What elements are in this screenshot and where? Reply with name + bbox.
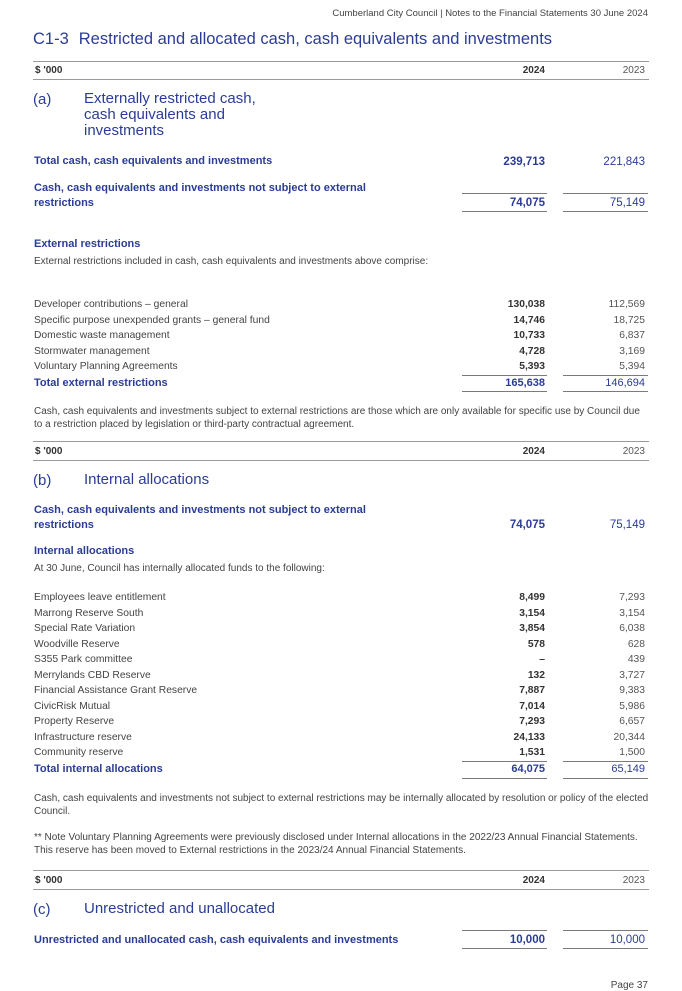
ext-row-2023: 112,569 — [608, 299, 645, 310]
not-subject-label-b-line-2: restrictions — [34, 519, 94, 531]
int-row — [34, 623, 649, 639]
header-rule-b-bottom — [33, 460, 649, 461]
int-row-2024: 578 — [527, 638, 545, 650]
year-2024-label: 2024 — [522, 875, 545, 886]
int-row — [34, 670, 649, 686]
ext-row-2024: 130,038 — [507, 299, 545, 310]
int-row-label: Woodville Reserve — [34, 638, 120, 650]
column-header-c — [33, 875, 649, 889]
header-rule-a — [33, 61, 649, 62]
section-b-title: Internal allocations — [84, 471, 210, 488]
int-row — [34, 747, 649, 763]
note-number: C1-3 — [33, 30, 69, 48]
int-row-2023: 5,986 — [619, 700, 645, 712]
int-row-label: Employees leave entitlement — [34, 592, 166, 603]
section-b-letter: (b) — [33, 472, 52, 489]
rule-int-total-bottom-2 — [563, 778, 648, 779]
int-row-label: CivicRisk Mutual — [34, 700, 111, 712]
int-row-2024: – — [539, 654, 545, 665]
ext-row-2023: 3,169 — [619, 345, 645, 357]
int-row-2023: 439 — [627, 654, 645, 665]
total-internal-allocations-label: Total internal allocations — [34, 762, 163, 775]
external-restrictions-description: External restrictions included in cash, cash equivalents and investments above comprise: — [34, 256, 429, 267]
total-external-restrictions-row — [34, 377, 649, 393]
unit-label: $ '000 — [35, 65, 63, 76]
int-row-2023: 9,383 — [619, 685, 645, 696]
rule-a3 — [462, 211, 547, 212]
total-cash-2024: 239,713 — [503, 156, 545, 168]
int-row-2023: 1,500 — [619, 747, 645, 758]
int-row-2023: 6,038 — [619, 623, 645, 634]
ext-row — [34, 299, 649, 315]
vpa-footnote: ** Note Voluntary Planning Agreements were previously disclosed under Internal allocations in the 2022/23 Annual Financial Statements. This reserve has been moved to External restrictions in the 2023/24 Annual Financial Statements. — [34, 832, 638, 856]
total-external-restrictions-2024: 165,638 — [505, 376, 545, 389]
ext-row-2024: 10,733 — [513, 330, 545, 341]
not-subject-a-2023: 75,149 — [609, 197, 645, 209]
not-subject-label-a-line-2: restrictions — [34, 197, 94, 209]
unrestricted-2024: 10,000 — [509, 934, 545, 946]
ext-row — [34, 346, 649, 362]
not-subject-label-a-line-1: Cash, cash equivalents and investments not subject to external — [34, 182, 366, 194]
ext-row — [34, 315, 649, 331]
int-row-2023: 3,154 — [619, 607, 645, 619]
int-row — [34, 716, 649, 732]
int-row — [34, 608, 649, 624]
section-b-heading — [33, 472, 333, 490]
int-row-label: S355 Park committee — [34, 654, 133, 665]
int-row-2023: 3,727 — [619, 669, 645, 681]
internal-allocations-description: At 30 June, Council has internally allocated funds to the following: — [34, 563, 325, 574]
internal-allocations-note: Cash, cash equivalents and investments not subject to external restrictions may be internally allocated by resolution or policy of the elected Council. — [34, 793, 649, 817]
total-internal-allocations-2024: 64,075 — [511, 762, 545, 775]
not-subject-label-b — [34, 503, 366, 533]
unit-label: $ '000 — [35, 446, 63, 457]
int-row-2024: 1,531 — [519, 747, 545, 758]
int-row-label: Marrong Reserve South — [34, 607, 144, 619]
total-cash-2023: 221,843 — [603, 156, 645, 168]
column-header-b — [33, 446, 649, 460]
document-header-note: Cumberland City Council | Notes to the Financial Statements 30 June 2024 — [332, 8, 648, 19]
int-row-2023: 20,344 — [613, 731, 645, 743]
int-row-2024: 7,014 — [519, 700, 545, 712]
int-row — [34, 639, 649, 655]
int-row-2024: 132 — [527, 669, 545, 681]
external-restrictions-note: Cash, cash equivalents and investments subject to external restrictions are those which are only available for specific use by Council due to a restriction placed by legislation or third-party contractual agreement. — [34, 406, 640, 430]
int-row-2024: 24,133 — [513, 731, 545, 743]
unit-label: $ '000 — [35, 875, 63, 886]
rule-a2 — [563, 193, 648, 194]
total-external-restrictions-2023: 146,694 — [605, 376, 645, 389]
int-row-2023: 7,293 — [619, 592, 645, 603]
ext-row-2024: 5,393 — [519, 361, 545, 372]
rule-a1 — [462, 193, 547, 194]
external-restrictions-heading: External restrictions — [34, 238, 141, 250]
section-c-letter: (c) — [33, 901, 51, 918]
int-row — [34, 654, 649, 670]
rule-c3 — [462, 948, 547, 949]
int-row-2024: 7,293 — [519, 716, 545, 727]
int-row-label: Merrylands CBD Reserve — [34, 669, 151, 681]
rule-a4 — [563, 211, 648, 212]
ext-row-2023: 5,394 — [619, 361, 645, 372]
ext-row-label: Developer contributions – general — [34, 299, 188, 310]
year-2024-label: 2024 — [522, 65, 545, 76]
ext-row-2024: 4,728 — [519, 345, 545, 357]
not-subject-a-2024: 74,075 — [509, 197, 545, 209]
section-a-letter: (a) — [33, 91, 52, 108]
ext-row — [34, 330, 649, 346]
total-internal-allocations-2023: 65,149 — [611, 762, 645, 775]
total-cash-label: Total cash, cash equivalents and investments — [34, 155, 273, 167]
int-row-label: Special Rate Variation — [34, 623, 136, 634]
header-rule-a-bottom — [33, 79, 649, 80]
int-row — [34, 701, 649, 717]
section-a-title-line-2: cash equivalents and — [84, 106, 225, 123]
int-row-label: Community reserve — [34, 747, 124, 758]
ext-row-2023: 6,837 — [619, 330, 645, 341]
year-2023-label: 2023 — [622, 875, 645, 886]
ext-row-label: Specific purpose unexpended grants – general fund — [34, 314, 270, 326]
ext-row — [34, 361, 649, 377]
year-2024-label: 2024 — [522, 446, 545, 457]
ext-row-label: Stormwater management — [34, 345, 150, 357]
int-row-2024: 8,499 — [519, 592, 545, 603]
ext-row-2023: 18,725 — [613, 314, 645, 326]
section-a-heading — [33, 91, 333, 141]
int-row-2024: 3,854 — [519, 623, 545, 634]
rule-ext-total-bottom-2 — [563, 391, 648, 392]
page-title — [33, 30, 552, 49]
not-subject-label-b-line-1: Cash, cash equivalents and investments not subject to external — [34, 504, 366, 516]
int-row-label: Financial Assistance Grant Reserve — [34, 685, 198, 696]
section-a-title-line-3: investments — [84, 122, 165, 139]
int-row-label: Property Reserve — [34, 716, 115, 727]
not-subject-b-2023: 75,149 — [609, 519, 645, 531]
section-a-title — [84, 91, 256, 139]
ext-row-label: Domestic waste management — [34, 330, 170, 341]
header-rule-c-bottom — [33, 889, 649, 890]
header-rule-c — [33, 870, 649, 871]
ext-row-2024: 14,746 — [513, 314, 545, 326]
total-external-restrictions-label: Total external restrictions — [34, 376, 168, 389]
internal-allocations-heading: Internal allocations — [34, 545, 135, 557]
int-row-2024: 3,154 — [519, 607, 545, 619]
rule-c4 — [563, 948, 648, 949]
int-row-2023: 628 — [627, 638, 645, 650]
section-c-title: Unrestricted and unallocated — [84, 900, 275, 917]
page-number: Page 37 — [610, 980, 648, 991]
rule-int-total-bottom-1 — [462, 778, 547, 779]
not-subject-label-a — [34, 181, 366, 211]
unrestricted-label: Unrestricted and unallocated cash, cash equivalents and investments — [34, 934, 399, 946]
int-row-2023: 6,657 — [619, 716, 645, 727]
total-internal-allocations-row — [34, 763, 649, 779]
header-rule-b — [33, 441, 649, 442]
column-header-a — [33, 65, 649, 79]
int-row — [34, 732, 649, 748]
year-2023-label: 2023 — [622, 446, 645, 457]
int-row-2024: 7,887 — [519, 685, 545, 696]
not-subject-b-2024: 74,075 — [509, 519, 545, 531]
section-a-title-line-1: Externally restricted cash, — [84, 90, 256, 107]
int-row-label: Infrastructure reserve — [34, 731, 132, 743]
unrestricted-2023: 10,000 — [609, 934, 645, 946]
ext-row-label: Voluntary Planning Agreements — [34, 361, 178, 372]
note-title: Restricted and allocated cash, cash equivalents and investments — [78, 30, 553, 48]
int-row — [34, 685, 649, 701]
year-2023-label: 2023 — [622, 65, 645, 76]
rule-c2 — [563, 930, 648, 931]
rule-ext-total-bottom-1 — [462, 391, 547, 392]
int-row — [34, 592, 649, 608]
rule-c1 — [462, 930, 547, 931]
section-c-heading — [33, 901, 353, 919]
